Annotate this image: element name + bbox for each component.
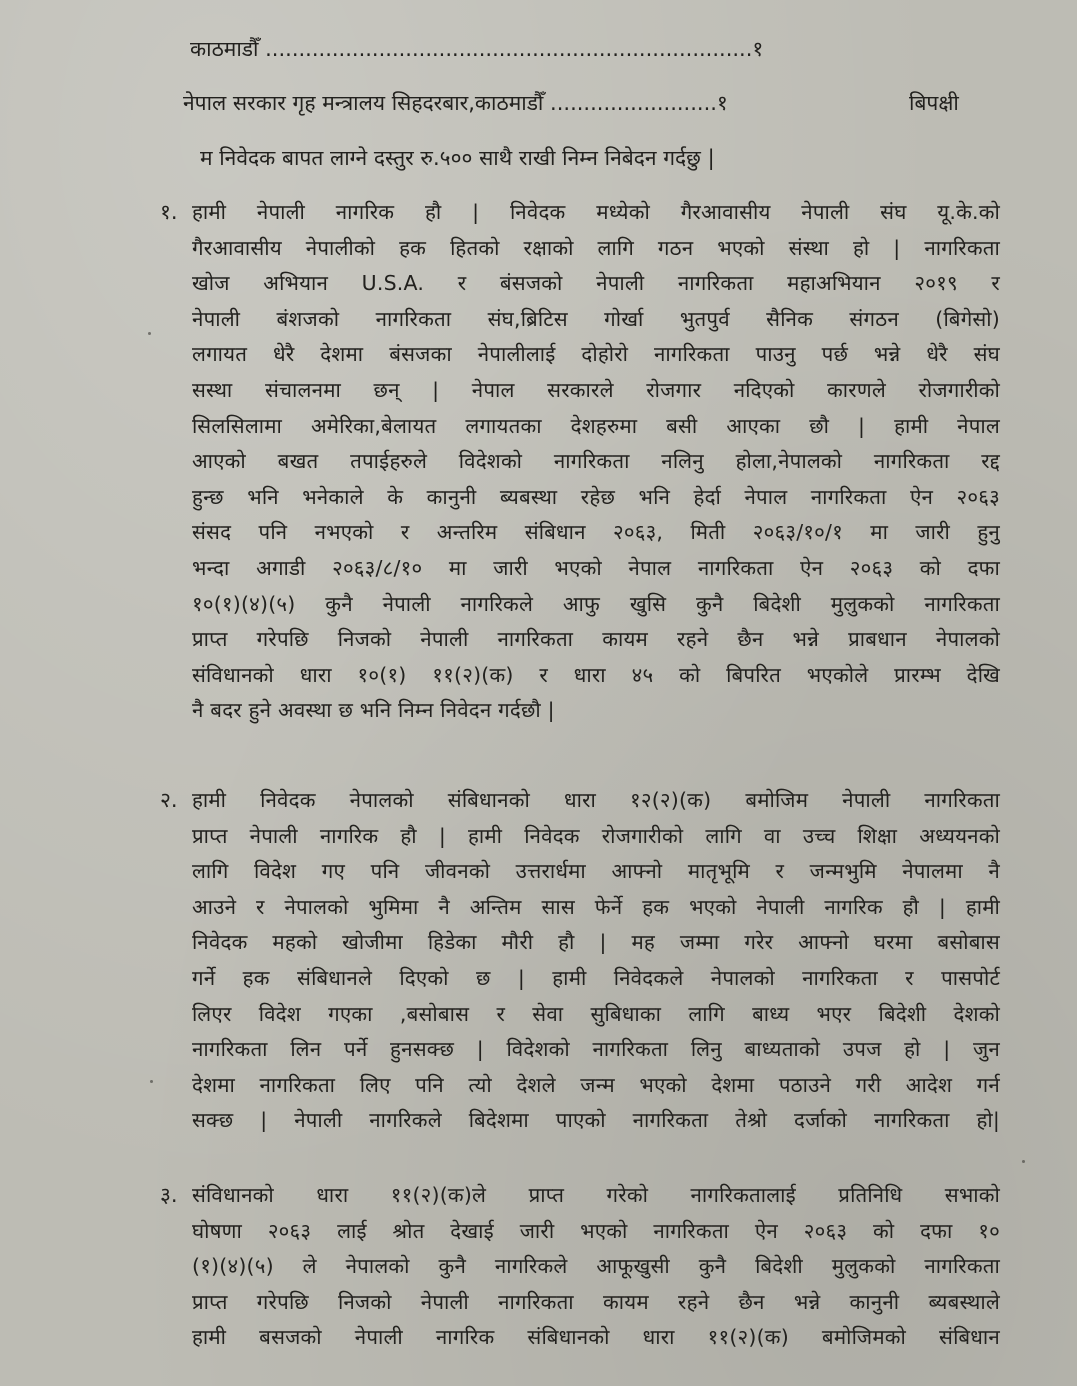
text-line: निवेदक महको खोजीमा हिडेका मौरी हौ | मह जम्मा गरेर आफ्नो घरमा बसोबास [192,930,1000,955]
text-line: प्राप्त गरेपछि निजको नेपाली नागरिकता कायम रहने छैन भन्ने कानुनी ब्यबस्थाले [192,1289,1000,1314]
text-line: प्राप्त नेपाली नागरिक हौ | हामी निवेदक रोजगारीको लागि वा उच्च शिक्षा अध्ययनको [192,823,1000,848]
header-line-1-text: काठमाडौँ .........................................................................१ [190,37,764,61]
text-line: खोज अभियान U.S.A. र बंसजको नेपाली नागरिकता महाअभियान २०१९ र [192,271,1000,296]
text-line: नेपाली बंशजको नागरिकता संघ,ब्रिटिस गोर्खा भुतपुर्व सैनिक संगठन (बिगेसो) [192,306,1000,331]
text-line: संविधानको धारा ११(२)(क)ले प्राप्त गरेको नागरिकतालाई प्रतिनिधि सभाको [192,1183,1000,1207]
fee-statement [200,143,715,173]
text-line: घोषणा २०६३ लाई श्रोत देखाई जारी भएको नागरिकता ऐन २०६३ को दफा १० [192,1218,1000,1243]
text-line: नागरिकता लिन पर्ने हुनसक्छ | विदेशको नागरिकता लिनु बाध्यताको उपज हो | जुन [192,1037,1000,1062]
paper-speck [148,332,151,335]
paragraph-body [192,195,1000,729]
text-line: लागि विदेश गए पनि जीवनको उत्तरार्धमा आफ्नो मातृभूमि र जन्मभुमि नेपालमा नै [192,859,1000,884]
text-line: १०(१)(४)(५) कुनै नेपाली नागरिकले आफु खुसि कुनै बिदेशी मुलुकको नागरिकता [192,591,1000,616]
text-line: देशमा नागरिकता लिए पनि त्यो देशले जन्म भएको देशमा पठाउने गरी आदेश गर्न [192,1072,1000,1097]
opposing-party-label: बिपक्षी [909,91,959,115]
header-line-2-text: नेपाल सरकार गृह मन्त्रालय सिहदरबार,काठमाडौँ .........................१ [183,91,728,115]
paragraph-body [192,783,1000,1139]
text-line: हामी निवेदक नेपालको संबिधानको धारा १२(२)(क) बमोजिम नेपाली नागरिकता [192,788,1000,812]
text-line: सक्छ | नेपाली नागरिकले बिदेशमा पाएको नागरिकता तेश्रो दर्जाको नागरिकता हो| [192,1108,1000,1133]
header-line-ministry [183,88,959,118]
paper-speck [150,1080,153,1083]
text-line: सिलसिलामा अमेरिका,बेलायत लगायतका देशहरुमा बसी आएका छौ | हामी नेपाल [192,413,1000,438]
text-line: हामी नेपाली नागरिक हौ | निवेदक मध्येको गैरआवासीय नेपाली संघ यू.के.को [192,200,1000,224]
text-line: आएको बखत तपाईहरुले विदेशको नागरिकता नलिनु होला,नेपालको नागरिकता रद्द [192,449,1000,474]
paragraph-number: ३. [160,1183,178,1207]
paragraph-number: २. [160,788,178,812]
text-line: लिएर विदेश गएका ,बसोबास र सेवा सुबिधाका लागि बाध्य भएर बिदेशी देशको [192,1001,1000,1026]
paragraph-number: १. [160,200,178,224]
fee-statement-text: म निवेदक बापत लाग्ने दस्तुर रु.५०० साथै राखी निम्न निबेदन गर्दछु | [200,146,715,170]
text-line: संसद पनि नभएको र अन्तरिम संबिधान २०६३, मिती २०६३/१०/१ मा जारी हुनु [192,520,1000,545]
text-line: प्राप्त गरेपछि निजको नेपाली नागरिकता कायम रहने छैन भन्ने प्राबधान नेपालको [192,627,1000,652]
text-line: हामी बसजको नेपाली नागरिक संबिधानको धारा ११(२)(क) बमोजिमको संबिधान [192,1325,1000,1350]
text-line: गर्ने हक संबिधानले दिएको छ | हामी निवेदकले नेपालको नागरिकता र पासपोर्ट [192,965,1000,990]
paragraph-body [192,1178,1000,1356]
text-line: आउने र नेपालको भुमिमा नै अन्तिम सास फेर्ने हक भएको नेपाली नागरिक हौ | हामी [192,894,1000,919]
text-line: गैरआवासीय नेपालीको हक हितको रक्षाको लागि गठन भएको संस्था हो | नागरिकता [192,235,1000,260]
text-line: (१)(४)(५) ले नेपालको कुनै नागरिकले आफूखुसी कुनै बिदेशी मुलुकको नागरिकता [192,1254,1000,1279]
text-line: नै बदर हुने अवस्था छ भनि निम्न निवेदन गर्दछौ | [192,698,555,723]
header-line-kathmandu [190,34,763,64]
text-line: संविधानको धारा १०(१) ११(२)(क) र धारा ४५ को बिपरित भएकोले प्रारम्भ देखि [192,662,1000,687]
text-line: भन्दा अगाडी २०६३/८/१० मा जारी भएको नेपाल नागरिकता ऐन २०६३ को दफा [192,555,1000,580]
text-line: सस्था संचालनमा छन् | नेपाल सरकारले रोजगार नदिएको कारणले रोजगारीको [192,377,1000,402]
paper-speck [1022,1160,1025,1163]
text-line: लगायत धेरै देशमा बंसजका नेपालीलाई दोहोरो नागरिकता पाउनु पर्छ भन्ने धेरै संघ [192,342,1000,367]
text-line: हुन्छ भनि भनेकाले के कानुनी ब्यबस्था रहेछ भनि हेर्दा नेपाल नागरिकता ऐन २०६३ [192,484,1000,509]
